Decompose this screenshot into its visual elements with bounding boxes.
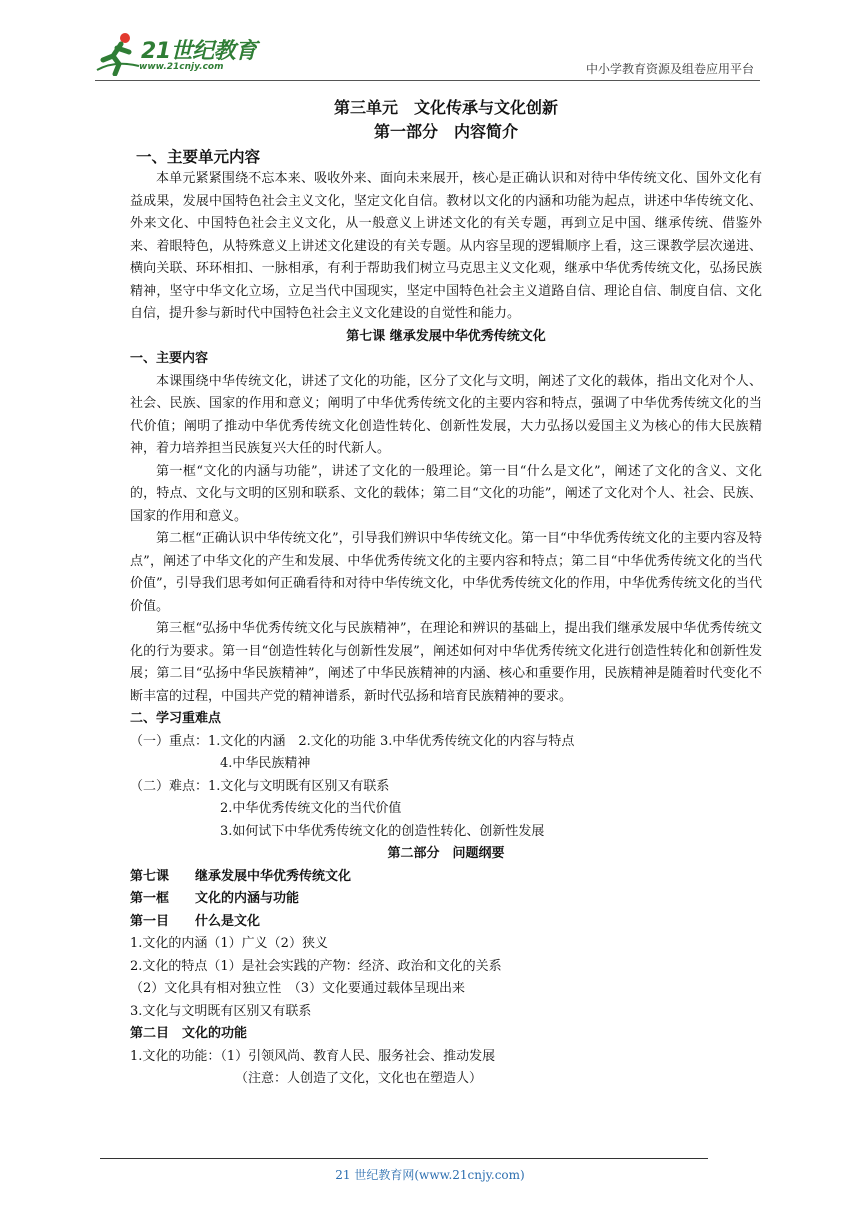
section1-heading: 一、主要单元内容 — [136, 148, 261, 166]
platform-name: 中小学教育资源及组卷应用平台 — [585, 62, 754, 76]
document-body — [130, 96, 762, 1091]
logo-text: 21世纪教育 — [141, 39, 257, 64]
difficult-points-line-2: 2.中华优秀传统文化的当代价值 — [220, 801, 402, 816]
footer-divider — [100, 1158, 708, 1159]
outline-note: （注意：人创造了文化，文化也在塑造人） — [235, 1071, 483, 1086]
outline-item: （2）文化具有相对独立性 （3）文化要通过载体呈现出来 — [130, 981, 466, 996]
lesson7-main-heading: 一、主要内容 — [130, 351, 209, 366]
section1-paragraph: 本单元紧紧围绕不忘本来、吸收外来、面向未来展开，核心是正确认识和对待中华传统文化、国外文化有益成果，发展中国特色社会主义文化，坚定文化自信。教材以文化的内涵和功能为起点，讲述中华传统文化、外来文化、中国特色社会主义文化，从一般意义上讲述文化的有关专题，再到立足中国、继承传统、借鉴外来、着眼特色，从特殊意义上讲述文化建设的有关专题。从内容呈现的逻辑顺序上看，这三课教学层次递进、横向关联、环环相扣、一脉相承，有利于帮助我们树立马克思主义文化观，继承中华优秀传统文化，弘扬民族精神，坚守中华文化立场，立足当代中国现实，坚定中国特色社会主义道路自信、理论自信、制度自信、文化自信，提升参与新时代中国特色社会主义文化建设的自觉性和能力。 — [130, 171, 762, 321]
key-points-line-1: （一）重点：1.文化的内涵 2.文化的功能 3.中华优秀传统文化的内容与特点 — [130, 733, 575, 749]
page-header — [95, 30, 760, 78]
outline-item: 2.文化的特点（1）是社会实践的产物：经济、政治和文化的关系 — [130, 958, 502, 974]
logo-url: www.21cnjy.com — [139, 62, 224, 72]
lesson7-para-3: 第二框“正确认识中华传统文化”，引导我们辨识中华传统文化。第一目“中华优秀传统文化的主要内容及特点”，阐述了中华文化的产生和发展、中华优秀传统文化的主要内容和特点；第二目“中华优秀传统文化的当代价值”，引导我们思考如何正确看待和对待中华传统文化，中华优秀传统文化的作用，中华优秀传统文化的当代价值。 — [130, 531, 762, 614]
difficulty-heading: 二、学习重难点 — [130, 711, 222, 726]
outline-item: 1.文化的功能：（1）引领风尚、教育人民、服务社会、推动发展 — [130, 1048, 496, 1064]
outline-item: 第一框 文化的内涵与功能 — [130, 891, 300, 906]
lesson7-para-1: 本课围绕中华传统文化，讲述了文化的功能，区分了文化与文明，阐述了文化的载体，指出文化对个人、社会、民族、国家的作用和意义；阐明了中华优秀传统文化的主要内容和特点，强调了中华优秀传统文化的当代价值；阐明了推动中华优秀传统文化创造性转化、创新性发展，大力弘扬以爱国主义为核心的伟大民族精神，着力培养担当民族复兴大任的时代新人。 — [130, 373, 762, 456]
lesson7-para-4: 第三框“弘扬中华优秀传统文化与民族精神”，在理论和辨识的基础上，提出我们继承发展中华优秀传统文化的行为要求。第一目“创造性转化与创新性发展”，阐述如何对中华优秀传统文化进行创造性转化和创新性发展；第二目“弘扬中华民族精神”，阐述了中华民族精神的内涵、核心和重要作用，民族精神是随着时代变化不断丰富的过程，中国共产党的精神谱系，新时代弘扬和培育民族精神的要求。 — [130, 621, 762, 704]
site-logo[interactable] — [95, 30, 265, 78]
runner-logo-icon — [95, 30, 141, 76]
outline-item: 第七课 继承发展中华优秀传统文化 — [130, 868, 352, 884]
key-points-line-2: 4.中华民族精神 — [220, 756, 311, 771]
header-divider — [95, 80, 760, 81]
part2-title: 第二部分 问题纲要 — [387, 846, 505, 861]
outline-list — [130, 866, 762, 1069]
lesson7-title: 第七课 继承发展中华优秀传统文化 — [346, 328, 546, 344]
outline-item: 第一目 什么是文化 — [130, 913, 261, 929]
difficult-points-line-1: （二）难点：1.文化与文明既有区别又有联系 — [130, 778, 390, 794]
footer-link[interactable]: 21 世纪教育网(www.21cnjy.com) — [335, 1168, 525, 1182]
difficult-points-line-3: 3.如何试下中华优秀传统文化的创造性转化、创新性发展 — [220, 823, 545, 839]
unit-title: 第三单元 文化传承与文化创新 — [333, 98, 558, 117]
outline-item: 第二目 文化的功能 — [130, 1026, 248, 1041]
outline-item: 3.文化与文明既有区别又有联系 — [130, 1003, 312, 1019]
lesson7-para-2: 第一框“文化的内涵与功能”，讲述了文化的一般理论。第一目“什么是文化”，阐述了文化的含义、文化的，特点、文化与文明的区别和联系、文化的载体；第二目“文化的功能”，阐述了文化对个人、社会、民族、国家的作用和意义。 — [130, 463, 762, 524]
part1-title: 第一部分 内容简介 — [373, 122, 518, 141]
outline-item: 1.文化的内涵（1）广义（2）狭义 — [130, 936, 328, 951]
